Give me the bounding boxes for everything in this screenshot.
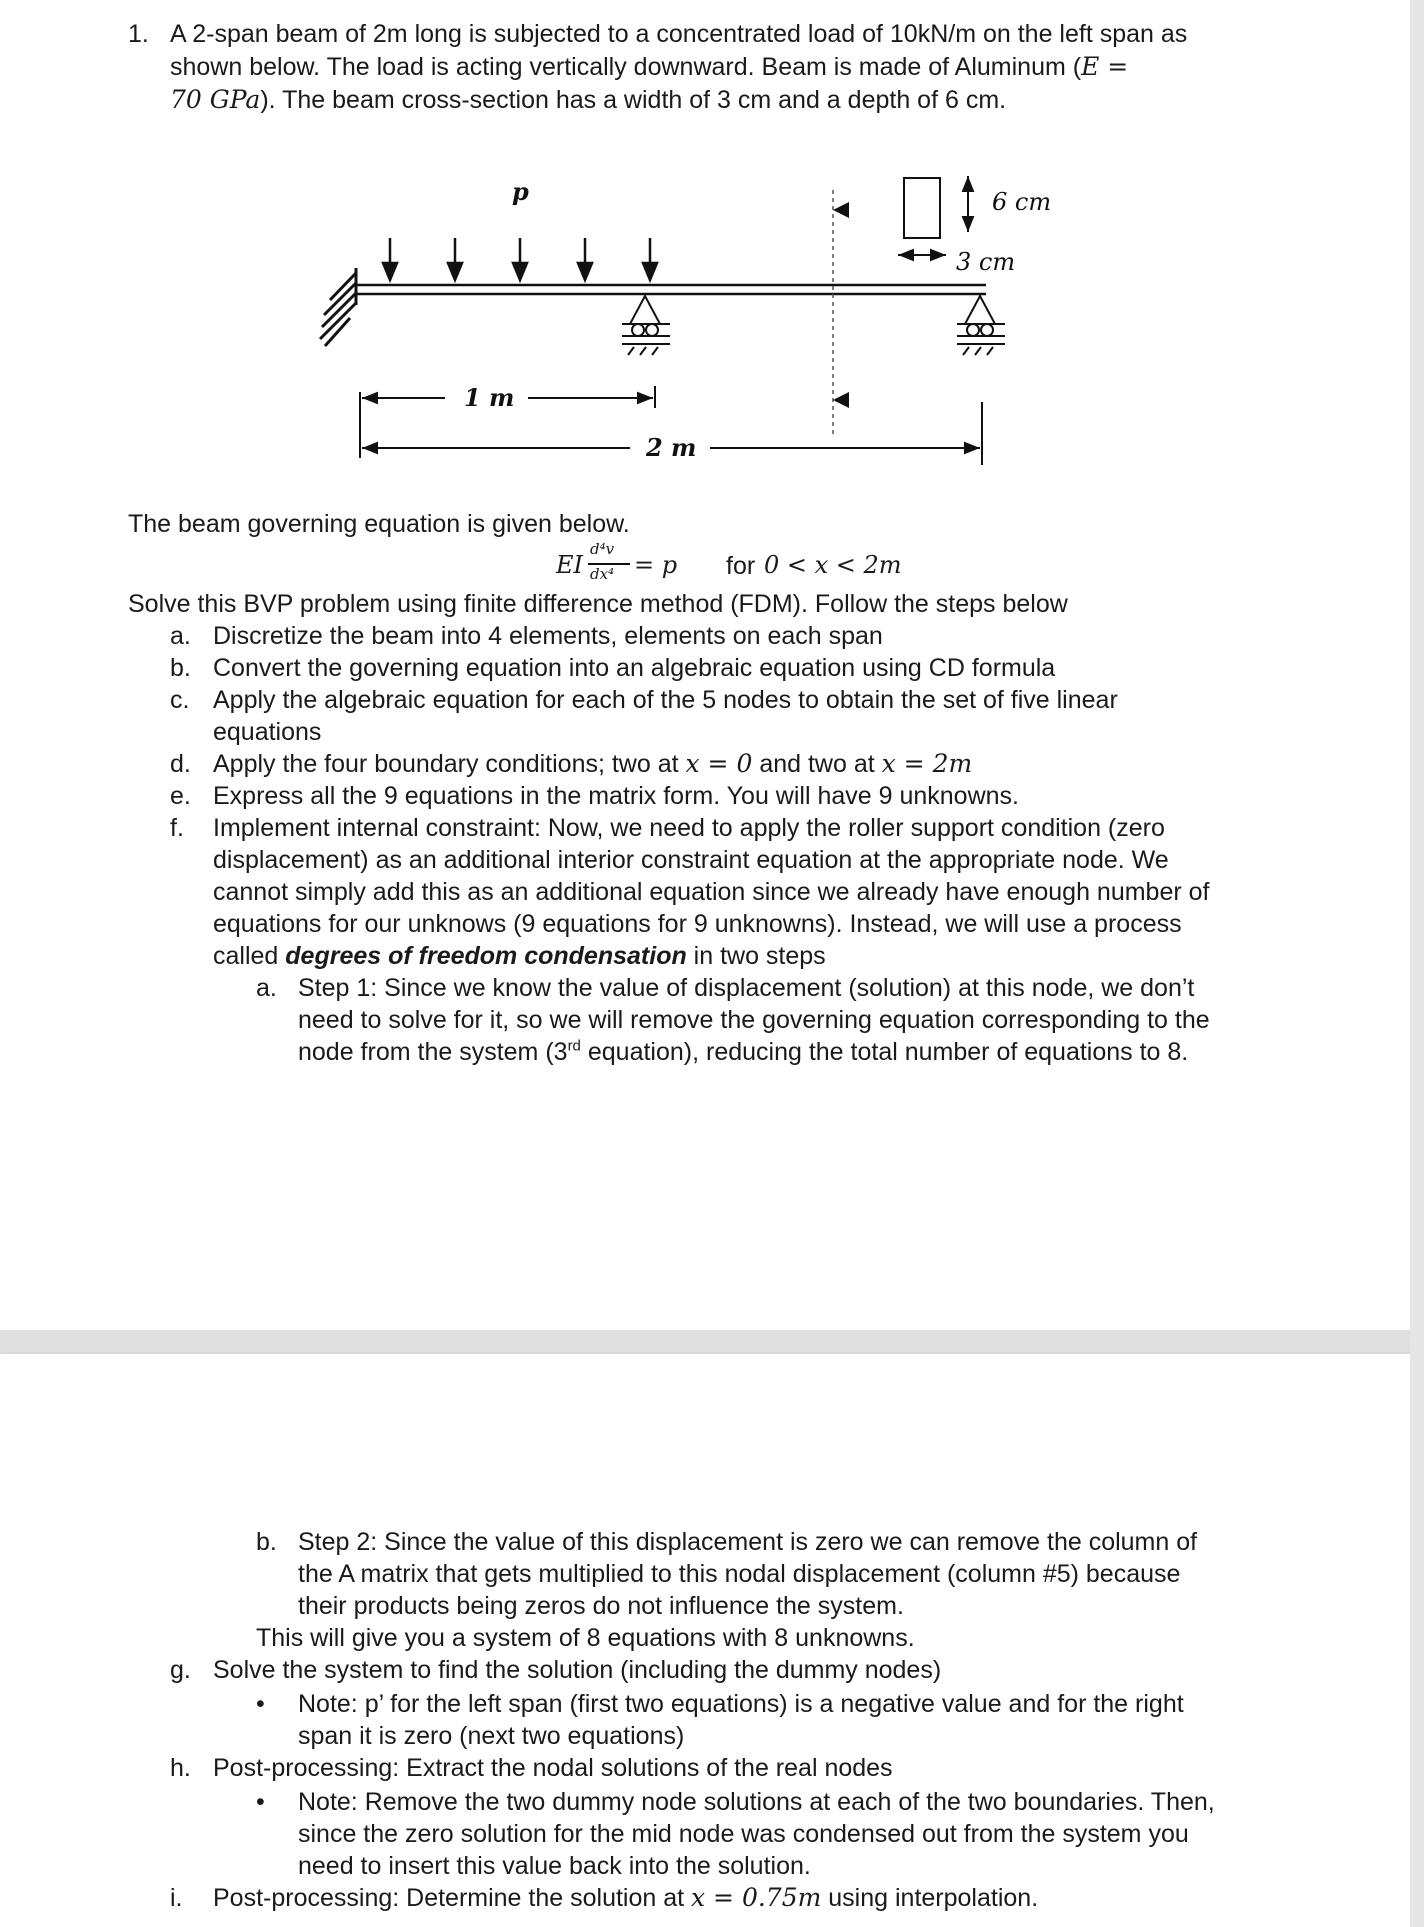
roller-support-mid	[622, 296, 670, 355]
step-f-text-3: cannot simply add this as an additional equation since we already have enough number of	[213, 878, 1210, 906]
distributed-load-arrows	[383, 238, 657, 280]
section-cut-line	[833, 190, 849, 435]
governing-intro: The beam governing equation is given below.	[128, 510, 630, 538]
step-i-text: Post-processing: Determine the solution at x = 0.75m using interpolation.	[213, 1883, 1039, 1912]
beam	[356, 285, 986, 294]
cross-section	[898, 176, 968, 255]
problem-line-2: shown below. The load is acting vertically downward. Beam is made of Aluminum (E =	[170, 52, 1129, 81]
span1-label: 1 m	[464, 383, 515, 412]
step-h-note-2: since the zero solution for the mid node was condensed out from the system you	[298, 1820, 1189, 1848]
range-prefix: for	[726, 552, 756, 580]
substep-fa-text-1: Step 1: Since we know the value of displacement (solution) at this node, we don’t	[298, 974, 1195, 1002]
step-g-label: g.	[170, 1656, 191, 1684]
width-label: 3 cm	[956, 248, 1016, 276]
step-e-label: e.	[170, 782, 191, 810]
governing-equation	[556, 540, 946, 590]
step-h-label: h.	[170, 1754, 191, 1782]
roller-support-end	[957, 296, 1005, 355]
substep-fa-text-3: node from the system (3rd equation), reducing the total number of equations to 8.	[298, 1037, 1189, 1066]
step-f-text-1: Implement internal constraint: Now, we need to apply the roller support condition (zero	[213, 814, 1165, 842]
step-f-conclusion: This will give you a system of 8 equations with 8 unknowns.	[256, 1624, 915, 1652]
step-g-text: Solve the system to find the solution (including the dummy nodes)	[213, 1656, 942, 1684]
instructions-intro: Solve this BVP problem using finite difference method (FDM). Follow the steps below	[128, 590, 1068, 618]
problem-number: 1.	[128, 20, 149, 48]
substep-fa-text-2: need to solve for it, so we will remove the governing equation corresponding to the	[298, 1006, 1210, 1034]
viewer-right-edge	[1410, 0, 1424, 1927]
step-f-text-2: displacement) as an additional interior constraint equation at the appropriate node. We	[213, 846, 1169, 874]
step-h-note-1: Note: Remove the two dummy node solutions at each of the two boundaries. Then,	[298, 1788, 1215, 1816]
depth-label: 6 cm	[992, 188, 1052, 216]
step-d-label: d.	[170, 750, 191, 778]
step-f-label: f.	[170, 814, 184, 842]
step-h-text: Post-processing: Extract the nodal solutions of the real nodes	[213, 1754, 893, 1782]
step-c-label: c.	[170, 686, 190, 714]
derivative-denominator: dx⁴	[590, 565, 615, 583]
equation-rhs: = p	[634, 551, 678, 579]
ei-term: EI	[556, 551, 583, 579]
substep-fa-label: a.	[256, 974, 277, 1002]
beam-figure	[300, 170, 1060, 480]
fixed-support	[320, 268, 356, 346]
substep-fb-label: b.	[256, 1528, 277, 1556]
load-label: p	[512, 177, 529, 206]
step-h-note-3: need to insert this value back into the solution.	[298, 1852, 811, 1880]
step-c-text-2: equations	[213, 718, 322, 746]
step-e-text: Express all the 9 equations in the matrix form. You will have 9 unknowns.	[213, 782, 1019, 810]
bullet: •	[256, 1788, 265, 1816]
problem-line-3: 70 GPa). The beam cross-section has a width of 3 cm and a depth of 6 cm.	[170, 85, 1007, 114]
step-g-note-1: Note: p’ for the left span (first two equations) is a negative value and for the right	[298, 1690, 1184, 1718]
step-a-text: Discretize the beam into 4 elements, elements on each span	[213, 622, 883, 650]
document-page-2	[0, 1354, 1410, 1927]
substep-fb-text-1: Step 2: Since the value of this displacement is zero we can remove the column of	[298, 1528, 1198, 1556]
step-i-label: i.	[170, 1884, 183, 1912]
total-length-label: 2 m	[646, 433, 697, 462]
step-g-note-2: span it is zero (next two equations)	[298, 1722, 685, 1750]
step-d-text: Apply the four boundary conditions; two at x = 0 and two at x = 2m	[213, 749, 973, 778]
substep-fb-text-2: the A matrix that gets multiplied to this nodal displacement (column #5) because	[298, 1560, 1181, 1588]
derivative-numerator: d⁴v	[590, 540, 615, 558]
step-f-text-5: called degrees of freedom condensation in two steps	[213, 942, 826, 970]
problem-line-1: A 2-span beam of 2m long is subjected to a concentrated load of 10kN/m on the left span as	[170, 20, 1188, 48]
domain-range: 0 < x < 2m	[764, 551, 902, 579]
substep-fb-text-3: their products being zeros do not influence the system.	[298, 1592, 904, 1620]
step-a-label: a.	[170, 622, 191, 650]
step-b-label: b.	[170, 654, 191, 682]
step-b-text: Convert the governing equation into an algebraic equation using CD formula	[213, 654, 1056, 682]
page-separator	[0, 1330, 1424, 1354]
step-f-text-4: equations for our unknows (9 equations for 9 unknowns). Instead, we will use a process	[213, 910, 1182, 938]
step-c-text-1: Apply the algebraic equation for each of the 5 nodes to obtain the set of five linear	[213, 686, 1118, 714]
bullet: •	[256, 1690, 265, 1718]
